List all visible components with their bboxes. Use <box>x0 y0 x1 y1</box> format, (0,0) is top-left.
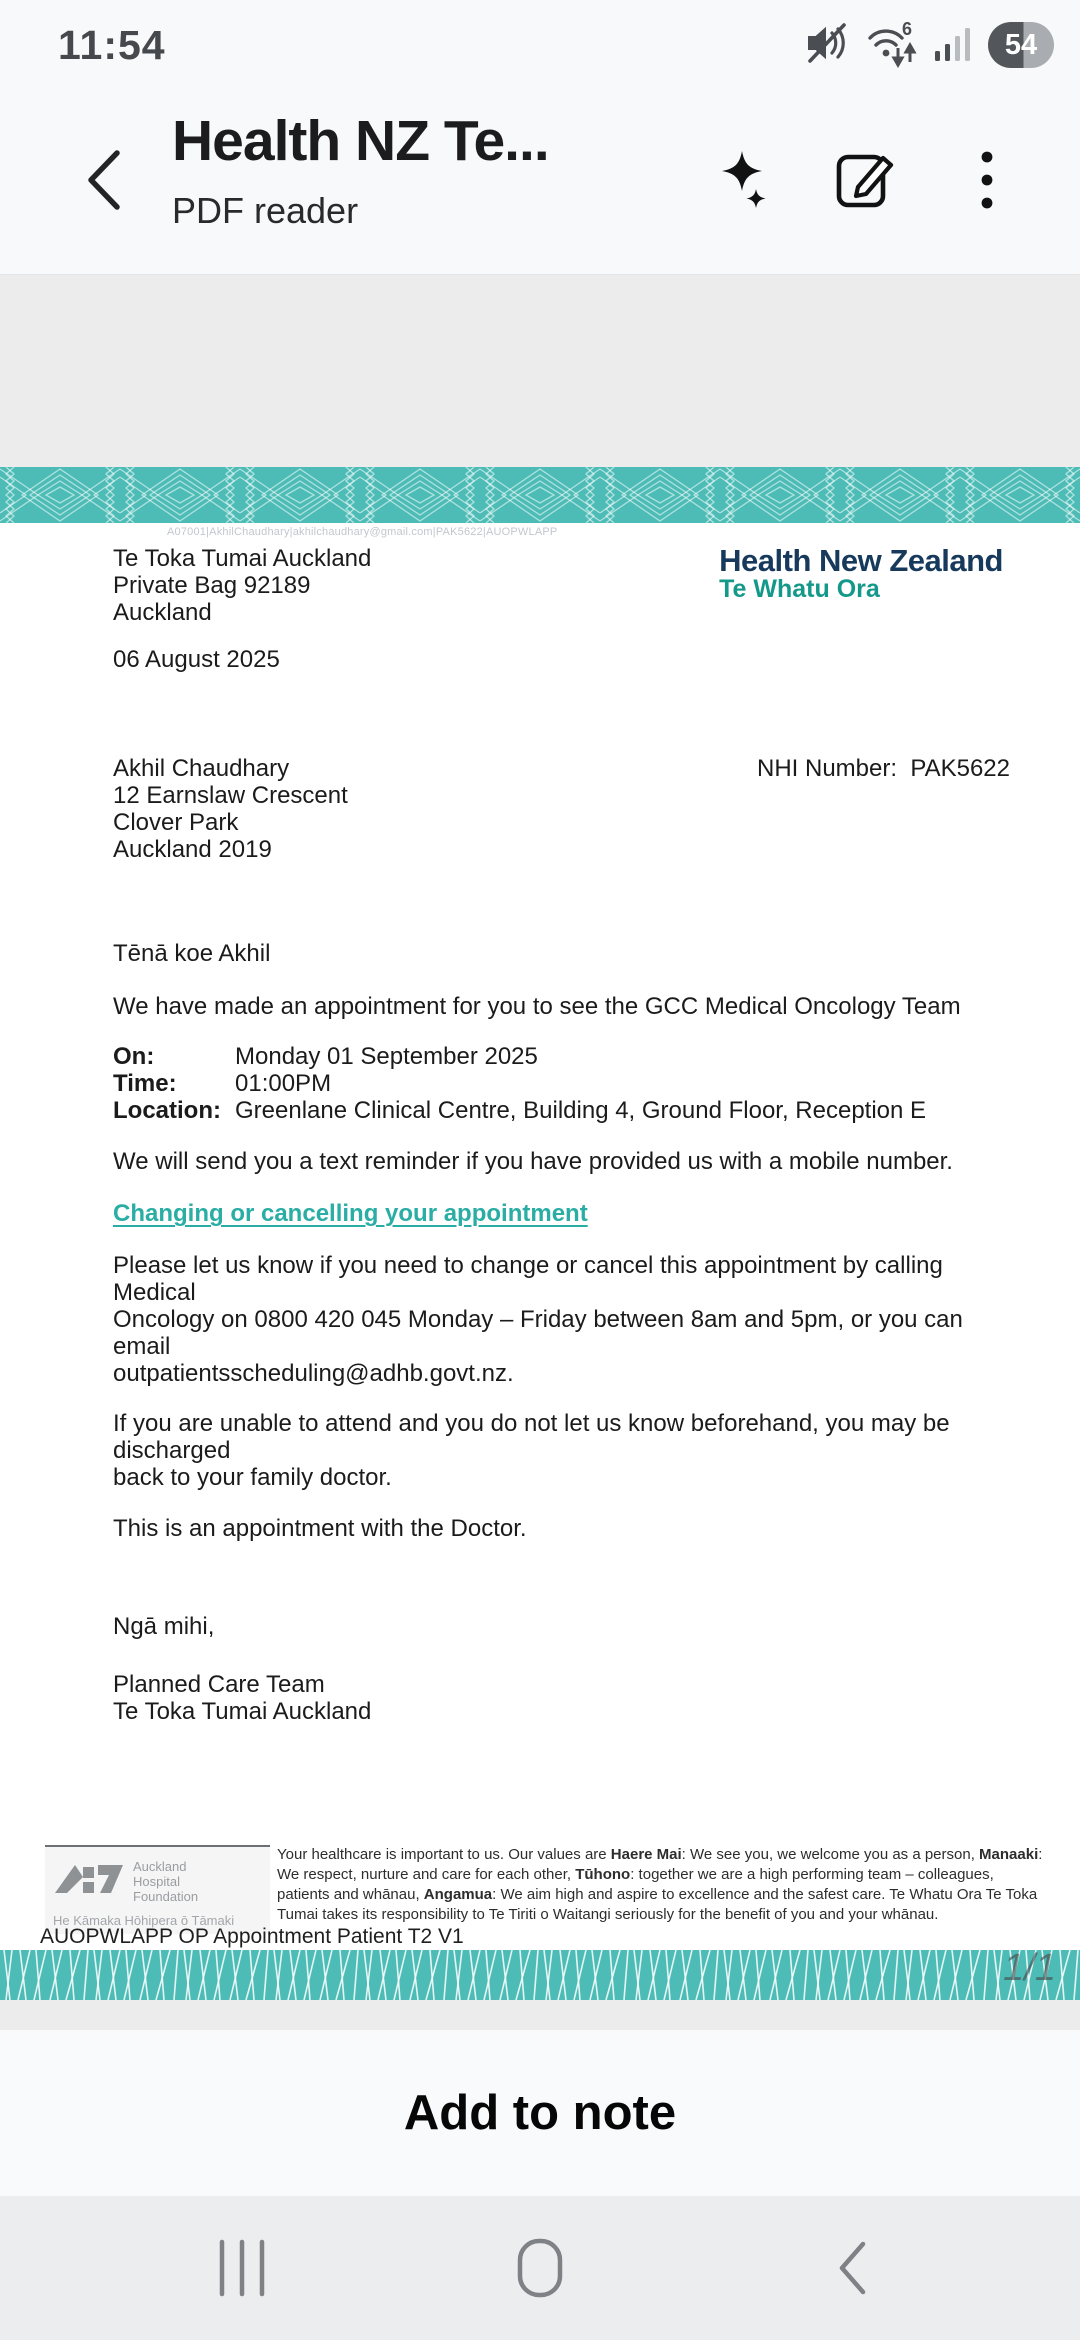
kowhaiwhai-top-band <box>0 467 1080 523</box>
app-header <box>0 90 1080 275</box>
signal-icon <box>934 21 974 70</box>
add-to-note-label: Add to note <box>403 2086 677 2140</box>
change-cancel-link[interactable]: Changing or cancelling your appointment <box>113 1200 588 1227</box>
flax-bottom-band <box>0 1950 1080 2000</box>
chevron-left-icon <box>91 153 117 207</box>
health-nz-logo <box>719 543 1003 626</box>
more-menu-button[interactable] <box>954 142 1020 218</box>
battery-indicator: 54 <box>988 22 1054 68</box>
document-code: AUOPWLAPP OP Appointment Patient T2 V1 <box>40 1925 464 1948</box>
brand-wordmark: Health New Zealand <box>719 543 1003 578</box>
add-to-note-bar[interactable] <box>0 2030 1080 2196</box>
navigation-bar <box>0 2196 1080 2340</box>
home-button[interactable] <box>460 2196 620 2340</box>
top-chrome <box>0 0 1080 275</box>
home-icon <box>516 2237 564 2299</box>
recipient-block <box>113 755 1010 863</box>
wifi-gen-label: 6 <box>902 18 913 39</box>
detail-row-time: Time: 01:00PM <box>113 1070 332 1097</box>
ahf-logo <box>45 1845 270 1934</box>
page-indicator: 1/1 <box>1003 1947 1056 1989</box>
status-icons <box>804 18 1054 73</box>
edit-note-button[interactable] <box>832 142 898 218</box>
brand-maori-name: Te Whatu Ora <box>719 575 880 603</box>
appointment-details <box>113 1043 1003 1124</box>
edit-icon <box>834 147 896 213</box>
back-icon <box>835 2239 869 2297</box>
letterhead <box>113 545 1003 626</box>
signoff: Ngā mihi, <box>113 1613 215 1640</box>
ai-sparkle-icon <box>712 145 774 215</box>
letter-footer <box>45 1845 1050 1934</box>
nhi-number: NHI Number: PAK5622 <box>757 755 1010 782</box>
more-menu-icon <box>980 147 994 213</box>
document-title: Health NZ Te... <box>172 109 549 173</box>
ahf-logo-mark <box>53 1855 125 1907</box>
pdf-viewer[interactable] <box>0 275 1080 2030</box>
sender-address: Te Toka Tumai Auckland Private Bag 92189 Auckland <box>113 545 372 626</box>
recents-icon <box>210 2238 274 2298</box>
reminder-line: We will send you a text reminder if you have provided us with a mobile number. <box>113 1148 953 1175</box>
clock: 11:54 <box>58 21 166 68</box>
signature-block: Planned Care Team Te Toka Tumai Auckland <box>113 1671 372 1725</box>
nav-back-button[interactable] <box>772 2196 932 2340</box>
letter-date: 06 August 2025 <box>113 646 280 673</box>
intro-line: We have made an appointment for you to see the GCC Medical Oncology Team <box>113 993 961 1020</box>
app-subtitle: PDF reader <box>172 190 359 231</box>
back-button[interactable] <box>72 142 136 218</box>
contact-paragraph: Please let us know if you need to change or cancel this appointment by calling Medical Oncology on 0800 420 045 Monday – Friday between 8am and 5pm, or you can email outpatientsscheduling@adhb.govt.nz. <box>113 1252 963 1387</box>
mute-vibrate-icon <box>804 20 850 71</box>
ai-assist-button[interactable] <box>710 142 776 218</box>
greeting: Tēnā koe Akhil <box>113 940 271 967</box>
detail-row-on: On: Monday 01 September 2025 <box>113 1043 538 1070</box>
ahf-logo-tagline: He Kāmaka Hōhipera ō Tāmaki <box>53 1913 235 1928</box>
values-statement: Your healthcare is important to us. Our values are Haere Mai: We see you, we welcome you as a person, Manaaki: We respect, nurture and care for each other, Tūhono: together we are a high performing team – colleagues, patients and whānau, Angamua: We aim high and aspire to excellence and the safest care. Te Whatu Ora Te Toka Tumai takes its responsibility to Te Tiriti o Waitangi seriously for the benefit of you and your whānau. <box>277 1846 1043 1923</box>
detail-row-location: Location: Greenlane Clinical Centre, Building 4, Ground Floor, Reception E <box>113 1097 927 1124</box>
doctor-line: This is an appointment with the Doctor. <box>113 1515 527 1542</box>
discharge-paragraph: If you are unable to attend and you do not let us know beforehand, you may be discharged back to your family doctor. <box>113 1410 950 1491</box>
wifi6-icon <box>864 18 920 73</box>
document-meta-line: A07001|AkhilChaudhary|akhilchaudhary@gmail.com|PAK5622|AUOPWLAPP <box>167 526 558 538</box>
ahf-logo-name: Auckland Hospital Foundation <box>133 1859 199 1904</box>
recents-button[interactable] <box>162 2196 322 2340</box>
header-titles <box>172 108 549 232</box>
pdf-page[interactable] <box>0 523 1080 1950</box>
recipient-address: Akhil Chaudhary 12 Earnslaw Crescent Clover Park Auckland 2019 <box>113 755 348 863</box>
status-bar <box>0 0 1080 90</box>
header-actions <box>710 142 1020 218</box>
